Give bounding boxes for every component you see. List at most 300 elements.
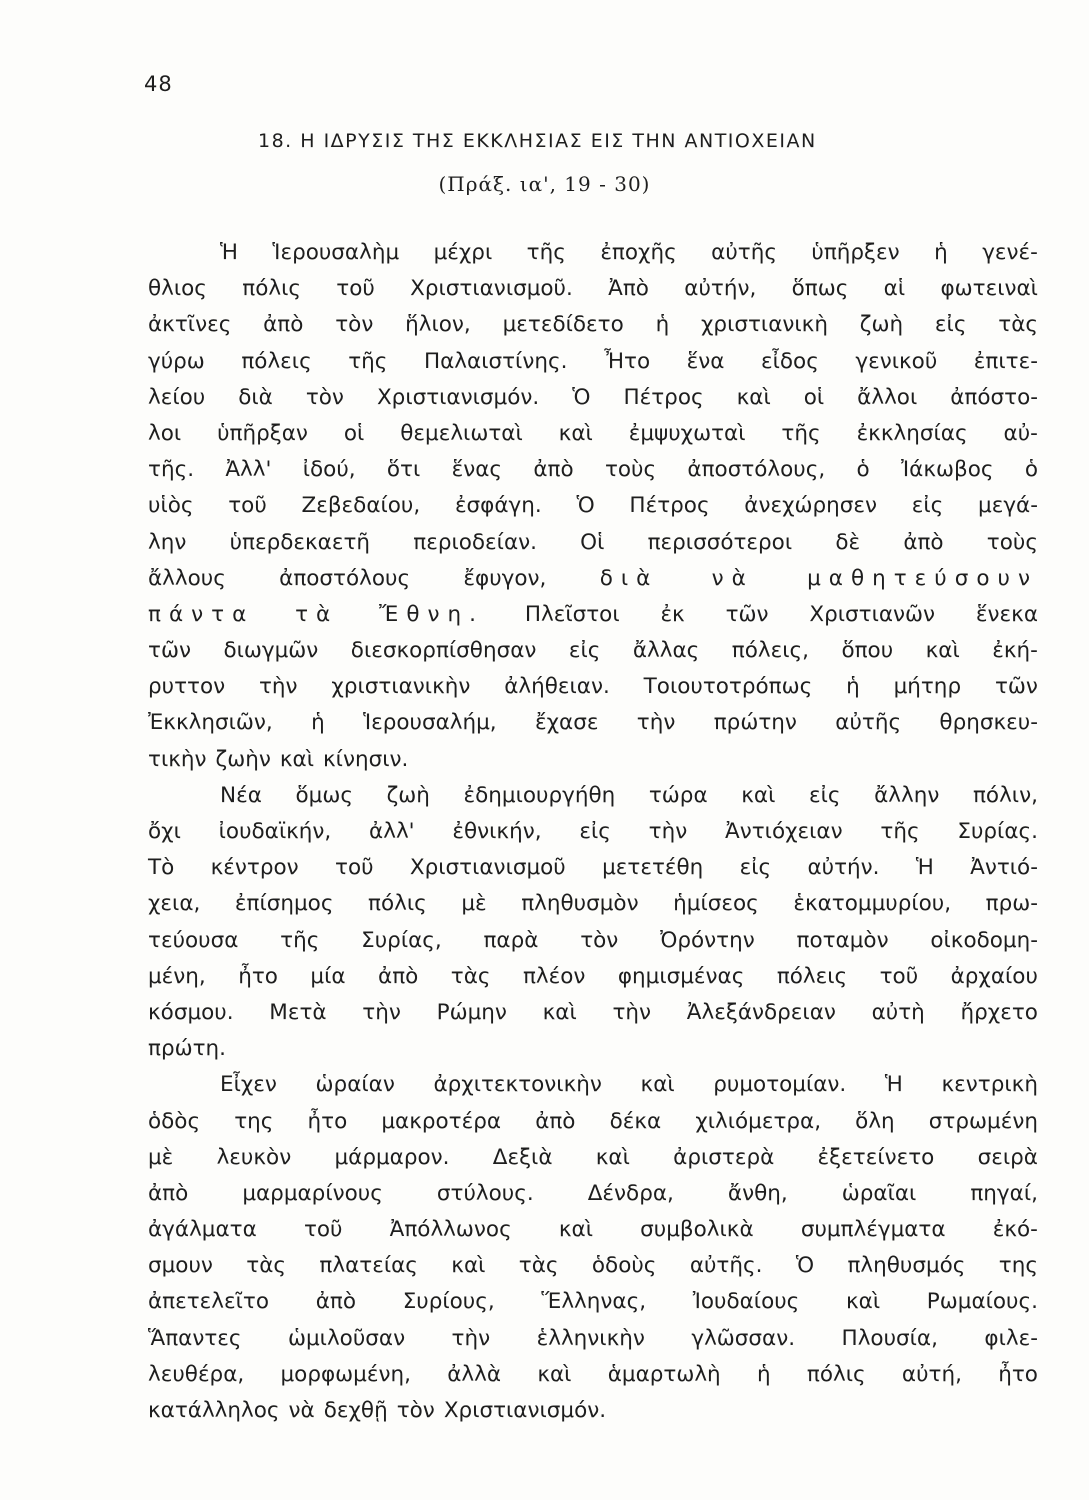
word: περισσότεροι [647,529,793,555]
word: καὶ [279,746,314,772]
word: ὅλη [855,1108,895,1134]
word: τῶν [148,638,191,664]
word: πόλις [806,1361,866,1387]
word: Δένδρα, [587,1180,674,1206]
word: ἀποστόλους [279,565,411,591]
word: Ἱερουσαλήμ, [363,710,497,736]
word: τῆς [348,348,388,374]
word: διεσκορπίσθησαν [350,638,537,664]
word: θεμελιωταὶ [400,420,523,446]
word: λευθέρα, [148,1361,245,1387]
word: εἰς [934,312,967,338]
word: ἐμψυχωταὶ [628,420,746,446]
word: ἀποστόλους, [687,457,826,483]
word: πόλις [242,276,301,302]
word: Συρίας. [957,819,1038,844]
word: μορφωμένη, [280,1361,411,1387]
text-line [148,235,1038,271]
word: τὴν [636,710,676,736]
word: ἐπίσημος [234,891,334,917]
word: ἀπὸ [378,963,419,989]
text-line [148,525,1038,561]
word: ἡ [311,710,325,736]
word: ἀρχαίου [950,963,1038,989]
word: μὲ [461,891,487,917]
word: Οἱ [580,529,605,555]
word: τὰ [295,601,339,627]
word: Ἡ [915,855,934,881]
text-line [148,742,1038,778]
word: εἰς [579,819,611,844]
word: μήτηρ [893,674,962,700]
word: ρυττον [148,674,226,700]
word: Μετὰ [269,999,327,1025]
word: ἡ [934,240,948,265]
word: πληθυσμὸν [521,891,639,917]
page-number: 48 [144,72,173,96]
word: πόλεις [776,963,848,989]
word: ὑπῆρξεν [811,240,900,265]
word: τοῦ [879,963,919,989]
word: Πέτρος [629,493,710,519]
word: τὴν [612,999,652,1025]
word: γενέ- [982,240,1038,265]
word: ὅμως [295,782,353,808]
word: μακροτέρα [381,1108,502,1134]
text-line [148,1248,1038,1284]
word: ἀλλὰ [447,1361,502,1387]
word: κίνησιν. [323,746,409,772]
word: ἕνεκα [975,601,1038,627]
word: ἡ [655,312,670,338]
text-line [148,1357,1038,1393]
text-line [148,488,1038,524]
word: νὰ [288,1398,315,1423]
word: πηγαί, [970,1180,1038,1206]
word: ὡμιλοῦσαν [288,1325,406,1351]
word: ὅπως [791,276,849,302]
word: θλιος [148,276,207,302]
word: τὰς [246,1253,287,1279]
text-line [148,344,1038,380]
word: κόσμου. [148,999,234,1025]
text-line [148,995,1038,1031]
text-line [148,1067,1038,1103]
word: καὶ [595,1144,630,1170]
word: ἀπὸ [315,1289,356,1315]
word: ὅτι [386,457,421,483]
word: ἦτο [238,963,278,989]
word: ἐδημιουργήθη [463,782,616,808]
word: πρώτη. [148,1036,227,1062]
word: Ἰάκωβος [900,457,994,483]
word: τὰς [450,963,491,989]
word: ἕνας [451,457,503,483]
word: ἀκτῖνες [148,312,232,338]
text-line [148,307,1038,343]
word: ἀγάλματα [148,1217,257,1243]
word: Ἀλεξάνδρειαν [686,999,836,1025]
word: ἡμίσεος [673,891,759,917]
word: ἀπὸ [535,1108,576,1134]
word: ἑκατομμυρίου, [793,891,952,917]
word: ἀπετελεῖτο [148,1289,270,1315]
word: ἦτο [307,1108,348,1134]
word: Ὁ [572,384,591,410]
word: λευκὸν [216,1144,292,1170]
word: ἐκή- [992,638,1038,664]
word: Τὸ [148,855,175,881]
word: αὐτήν, [684,276,757,302]
word: Ἅπαντες [148,1325,242,1351]
word: ζωὴ [859,312,904,338]
word: ὁ [1024,457,1038,483]
word: Ἰουδαίους [692,1289,800,1315]
word: Ὁ [576,493,595,519]
word: γλῶσσαν. [691,1325,796,1351]
text-line [148,669,1038,705]
word: ἰδού, [302,457,356,483]
word: εἰς [739,855,772,881]
word: αὐτὴ [871,999,925,1025]
word: ἀπόστο- [950,384,1038,410]
word: τοὺς [986,529,1038,555]
word: τὴν [451,1325,491,1351]
word: καὶ [845,1289,881,1315]
word: τῶν [994,674,1038,700]
word: χεια, [148,891,201,917]
word: ἀρχιτεκτονικὴν [433,1072,602,1098]
word: θρησκευ- [939,710,1038,736]
text-line [148,814,1038,850]
word: ἡ [846,674,860,700]
word: τοῦ [336,276,375,302]
text-line [148,886,1038,922]
body-text [148,235,1038,1429]
word: πλέον [522,963,586,989]
word: αὐτῆς. [689,1253,763,1279]
text-line [148,1321,1038,1357]
word: ἄλλοι [857,384,918,410]
word: Παλαιστίνης. [423,348,568,374]
word: Ἡ [884,1072,903,1098]
word: στύλους. [436,1180,534,1206]
text-line [148,633,1038,669]
word: ἄνθη, [727,1180,788,1206]
word: τὸν [396,1398,435,1423]
word: δεχθῇ [323,1398,388,1423]
word: Ἀντιό- [970,855,1038,881]
word: Χριστιανισμοῦ [409,855,566,881]
text-line [148,561,1038,597]
word: Πέτρος [623,384,704,410]
word: ἔφυγον, [463,565,547,591]
word: μέχρι [433,240,493,265]
word: διωγμῶν [223,638,319,664]
word: σμουν [148,1253,213,1279]
word: καὶ [558,1217,593,1243]
word: ἁμαρτωλὴ [607,1361,721,1387]
word: τὸν [580,927,619,953]
text-line [148,416,1038,452]
word: τοὺς [604,457,657,483]
word: οἱ [803,384,825,410]
word: ἄλλην [874,782,940,808]
word: ἀπὸ [903,529,944,555]
text-line [148,1393,1038,1429]
word: δὲ [835,529,861,555]
word: εἰς [808,782,841,808]
text-line [148,1031,1038,1067]
word: μετεδίδετο [502,312,624,338]
word: Ὀρόντην [660,927,755,953]
word: ἐκκλησίας [856,420,968,446]
text-line [148,850,1038,886]
word: τῆς [526,240,566,265]
word: Χριστιανισμόν. [443,1398,607,1423]
text-line [148,705,1038,741]
text-line [148,923,1038,959]
chapter-heading: 18. Η ΙΔΡΥΣΙΣ ΤΗΣ ΕΚΚΛΗΣΙΑΣ ΕΙΣ ΤΗΝ ΑΝΤΙΟΧΕΙΑΝ [258,130,817,152]
word: πάντα [148,601,255,627]
word: Ἐκκλησιῶν, [148,710,273,736]
word: μένη, [148,963,206,989]
word: καὶ [925,638,960,664]
word: μία [310,963,346,989]
word: εἰς [911,493,944,519]
word: ἀριστερὰ [673,1144,775,1170]
word: πρω- [985,891,1038,917]
word: Ὁ [795,1253,815,1279]
word: οἰκοδομη- [930,927,1038,953]
word: τὴν [648,819,688,844]
word: συμπλέγματα [800,1217,946,1243]
word: φημισμένας [617,963,745,989]
word: ὁ [856,457,870,483]
word: ἐκό- [992,1217,1038,1243]
word: καὶ [537,1361,572,1387]
word: ὅπου [841,638,894,664]
word: Νέα [220,782,262,808]
word: τῆς [880,819,920,844]
word: Δεξιὰ [492,1144,553,1170]
word: ἀπὸ [533,457,574,483]
word: φιλε- [984,1325,1038,1351]
word: διὰ [599,565,659,591]
word: τοῦ [228,493,267,519]
text-line [148,380,1038,416]
word: τὰς [998,312,1038,338]
word: πληθυσμός [847,1253,966,1279]
word: ἄλλας [632,638,700,664]
word: τικὴν [148,746,207,772]
word: αὐ- [1003,420,1038,446]
word: τεύουσα [148,927,239,953]
word: οἱ [343,420,365,446]
word: καὶ [558,420,593,446]
word: διὰ [238,384,273,410]
word: τοῦ [335,855,374,881]
word: τοῦ [303,1217,343,1243]
word: ἐπιτε- [973,348,1038,374]
text-line [148,1140,1038,1176]
word: κέντρον [210,855,299,881]
word: γενικοῦ [855,348,938,374]
word: ἀλλ' [369,819,415,844]
text-line [148,778,1038,814]
word: ζωὴ [386,782,430,808]
text-line [148,1212,1038,1248]
word: Χριστιανισμοῦ. [410,276,573,302]
text-line [148,1284,1038,1320]
word: ἐθνικήν, [452,819,542,844]
word: μάρμαρον. [334,1144,450,1170]
text-line [148,1176,1038,1212]
word: εἶδος [761,348,819,374]
word: αὐτῆς [711,240,777,265]
word: ποταμὸν [796,927,889,953]
word: ἐκ [660,601,685,627]
word: σειρὰ [977,1144,1038,1170]
word: της [234,1108,274,1134]
word: τὰς [518,1253,559,1279]
word: καὶ [736,384,771,410]
word: πόλεις, [731,638,809,664]
word: αἱ [883,276,906,302]
word: Ρωμαίους. [926,1289,1038,1315]
word: λοι [148,420,182,446]
word: Ἀπόλλωνος [389,1217,512,1243]
word: ἑλληνικὴν [536,1325,645,1351]
word: αὐτή, [901,1361,962,1387]
word: Ἀλλ' [225,457,272,483]
word: φωτειναὶ [940,276,1038,302]
word: χριστιανικὴ [701,312,828,338]
word: ρυμοτομίαν. [713,1072,847,1098]
word: τώρα [648,782,708,808]
word: καὶ [451,1253,486,1279]
word: μετετέθη [602,855,704,881]
word: ἰουδαϊκήν, [218,819,332,844]
word: τῆς. [148,457,195,483]
word: τὸν [305,384,344,410]
word: Τοιουτοτρόπως [643,674,813,700]
text-line [148,452,1038,488]
text-line [148,271,1038,307]
word: υἱὸς [148,493,194,519]
word: αὐτῆς [835,710,902,736]
word: εἰς [568,638,601,664]
word: χριστιανικὴν [331,674,471,700]
chapter-reference: (Πράξ. ια', 19 - 30) [438,172,651,196]
word: ἐσφάγη. [454,493,542,519]
word: της [998,1253,1038,1279]
word: ζωὴν [215,746,271,772]
word: Ἡ [220,240,238,265]
word: Πλουσία, [841,1325,938,1351]
word: λείου [148,384,206,410]
word: Ἱερουσαλὴμ [272,240,400,265]
word: ὑπῆρξαν [217,420,308,446]
word: τὴν [258,674,298,700]
word: ὄχι [148,819,181,844]
word: Συρίας, [361,927,442,953]
word: μαρμαρίνους [242,1180,383,1206]
word: ἀπὸ [263,312,304,338]
word: νὰ [711,565,754,591]
word: καὶ [640,1072,675,1098]
word: ἡ [756,1361,771,1387]
word: παρὰ [483,927,539,953]
word: γύρω [148,348,205,374]
word: Ζεβεδαίου, [301,493,421,519]
word: πόλιν, [972,782,1038,808]
word: Ἕλληνας, [541,1289,647,1315]
text-line [148,1104,1038,1140]
word: Χριστιανῶν [809,601,936,627]
word: Ἀντιόχειαν [725,819,843,844]
word: πόλις [368,891,427,917]
word: Εἶχεν [220,1072,277,1098]
word: ἄλλους [148,565,226,591]
word: Ἦτο [603,348,651,374]
word: ἐξετείνετο [817,1144,935,1170]
word: ἥλιον, [405,312,471,338]
word: καὶ [741,782,776,808]
word: τῆς [280,927,320,953]
word: μαθητεύσουν [807,565,1038,591]
word: τὴν [362,999,401,1025]
text-line [148,597,1038,633]
word: κεντρικὴ [941,1072,1038,1098]
word: χιλιόμετρα, [695,1108,822,1134]
word: Ἔθνη. [379,601,484,627]
word: πρώτην [713,710,797,736]
word: κατάλληλος [148,1398,280,1423]
word: ἤρχετο [960,999,1038,1025]
word: περιοδείαν. [413,529,537,555]
word: συμβολικὰ [640,1217,754,1243]
word: αὐτήν. [807,855,880,881]
word: μεγά- [978,493,1038,519]
word: μὲ [148,1144,174,1170]
word: ἦτο [998,1361,1038,1387]
word: Ρώμην [436,999,507,1025]
word: ὁδὸς [148,1108,201,1134]
word: ἕνα [686,348,725,374]
word: τῆς [781,420,821,446]
word: Χριστιανισμόν. [376,384,540,410]
word: λην [148,529,187,555]
word: Πλεῖστοι [524,601,620,627]
text-line [148,959,1038,995]
word: ὁδοὺς [591,1253,657,1279]
word: Ἀπὸ [608,276,649,302]
word: ὑπερδεκαετῆ [229,529,371,555]
word: τὸν [335,312,374,338]
word: πλατείας [319,1253,418,1279]
word: δέκα [609,1108,662,1134]
word: ἀλήθειαν. [504,674,610,700]
word: ὡραίαν [315,1072,395,1098]
word: καὶ [542,999,577,1025]
word: ἀνεχώρησεν [744,493,878,519]
word: πόλεις [241,348,312,374]
word: ἐποχῆς [600,240,677,265]
word: ἀπὸ [148,1180,189,1206]
word: ὡραῖαι [841,1180,917,1206]
word: Συρίους, [402,1289,495,1315]
